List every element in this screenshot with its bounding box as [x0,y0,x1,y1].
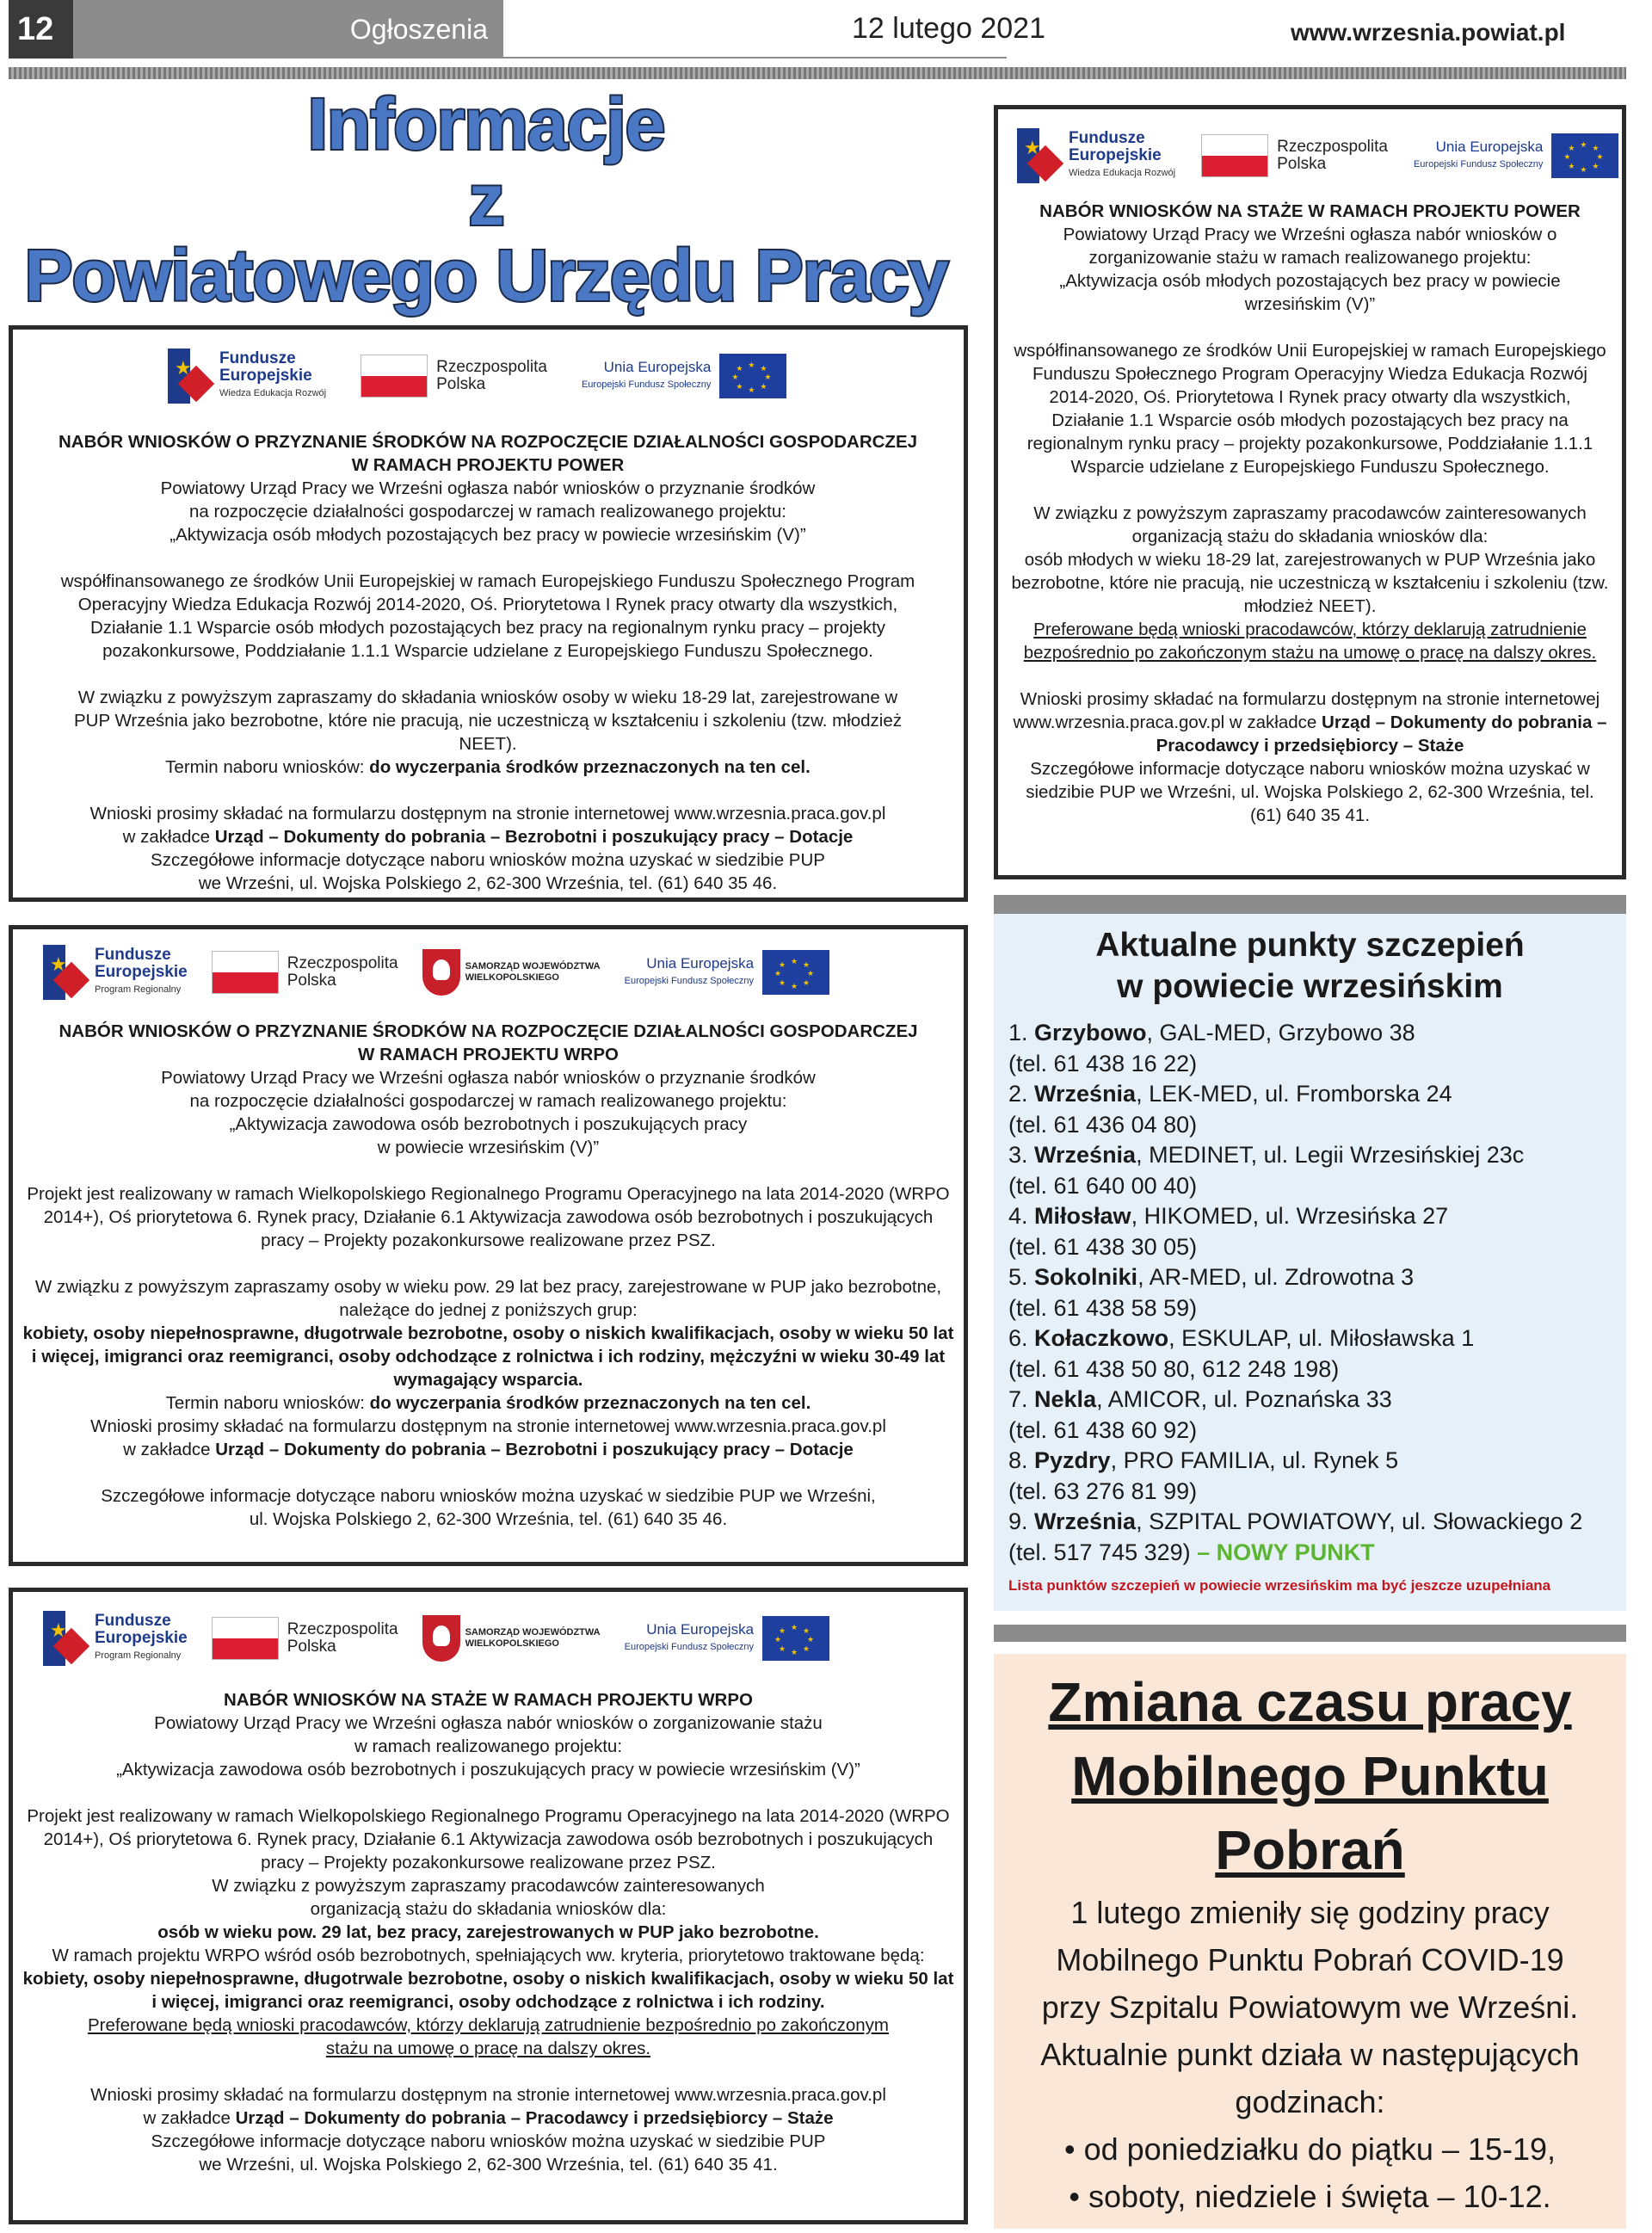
unia-europejska-logo [625,1616,829,1661]
vaccination-title-line: Aktualne punkty szczepień [1095,927,1525,964]
item-town: Nekla [1034,1386,1097,1412]
target-groups: kobiety, osoby niepełnosprawne, długotrwale bezrobotne, osoby o niskich kwalifikacjach, osoby w wieku 50 lat i więcej, imigranci oraz reemigranci, osoby odchodzące z rolnictwa i ich rodziny. [22,1969,954,2012]
text-line: w zakładce [143,2108,236,2128]
item-number: 6. [1008,1325,1035,1351]
mobile-title-line: Mobilnego Punktu [1071,1745,1549,1807]
logo-text: Polska [287,1638,336,1656]
deadline [23,756,952,779]
text-line: Szczegółowe informacje dotyczące naboru wniosków można uzyskać w siedzibie PUP [151,2131,826,2151]
mobile-hours-weekend: • soboty, niedziele i święta – 10-12. [1069,2179,1551,2214]
logo-text: Europejskie [219,367,312,385]
rzeczpospolita-polska-logo [212,1617,398,1660]
project-name: „Aktywizacja osób młodych pozostających bez pracy w powiecie wrzesińskim (V)” [1059,271,1561,314]
deadline [22,1391,955,1415]
unia-europejska-logo [582,354,786,398]
polish-flag-icon [1201,134,1268,177]
item-address: , HIKOMED, ul. Wrzesińska 27 [1131,1203,1449,1229]
logo-text: SAMORZĄD WOJEWÓDZTWA [465,961,601,972]
heading: W RAMACH PROJEKTU WRPO [358,1045,619,1064]
fe-icon: ★ [168,349,213,404]
text-line: Urząd – Dokumenty do pobrania – Bezrobotni i poszukujący pracy – Dotacje [214,827,854,847]
text-line: Wnioski prosimy składać na formularzu dostępnym na stronie internetowej www.wrzesnia.praca.gov.pl [90,1416,886,1436]
paragraph: Powiatowy Urząd Pracy we Wrześni ogłasza nabór wniosków o zorganizowanie stażu w ramach realizowanego projektu: [1063,225,1557,268]
rzeczpospolita-polska-logo [212,951,398,994]
item-phone [1008,1110,1619,1141]
crest-icon [422,1615,460,1662]
paragraph: Projekt jest realizowany w ramach Wielkopolskiego Regionalnego Programu Operacyjnego na lata 2014-2020 (WRPO 2014+), Oś priorytetowa 6. Rynek pracy, Działanie 6.1 Aktywizacja zawodowa osób bezrobotnych i poszukujących pracy – Projekty pozakonkursowe realizowane przez PSZ. [27,1806,950,1872]
item-town: Września [1034,1081,1137,1107]
item-phone-text: (tel. 61 438 16 22) [1008,1050,1198,1076]
item-phone [1008,1171,1619,1202]
item-phone-text: (tel. 63 276 81 99) [1008,1477,1198,1504]
eu-flag-icon: ★ ★ ★ ★ ★ ★ ★ ★ [762,1616,829,1661]
item-town: Sokolniki [1034,1264,1138,1290]
logo-text: Wiedza Edukacja Rozwój [219,388,327,398]
text-line: Wnioski prosimy składać na formularzu dostępnym na stronie internetowej www.wrzesnia.praca.gov.pl [89,804,886,823]
text-line: w ramach realizowanego projektu: [354,1736,623,1756]
paragraph: W związku z powyższym zapraszamy do składania wniosków osoby w wieku 18-29 lat, zarejestrowane w PUP Września jako bezrobotne, które nie pracują, nie uczestniczą w kształceniu i szkoleniu (tzw. młodzież NEET). [73,688,903,754]
logo-text: Wiedza Edukacja Rozwój [1069,168,1176,178]
logo-text: Unia Europejska [1435,139,1544,155]
text-line: Powiatowy Urząd Pracy we Wrześni ogłasza nabór wniosków o przyznanie środków [160,478,816,498]
logo-text: Polska [1277,155,1327,173]
eu-flag-icon: ★ ★ ★ ★ ★ ★ ★ ★ [1551,133,1618,178]
item-number: 4. [1008,1203,1035,1229]
logo-text: Program Regionalny [95,984,182,995]
announcement-text [1011,200,1609,827]
text-line [23,825,952,848]
logo-text: SAMORZĄD WOJEWÓDZTWA [465,1627,601,1638]
text-line: Termin naboru wniosków: [165,1393,370,1413]
logo-bar [43,945,829,1000]
announcement-wrpo-internships [9,1588,968,2224]
rzeczpospolita-polska-logo [361,355,547,398]
item-phone-text: (tel. 61 438 60 92) [1008,1416,1198,1443]
fe-icon: ★ [1017,128,1062,183]
heading: W RAMACH PROJEKTU POWER [351,455,625,475]
text-line: Termin naboru wniosków: [165,757,370,777]
text-line: Urząd – Dokumenty do pobrania – Pracodawcy i przedsiębiorcy – Staże [1156,712,1607,756]
announcement-power-grants [9,325,968,902]
text-line: na rozpoczęcie działalności gospodarczej w ramach realizowanego projektu: [189,502,786,521]
text-line: w zakładce [123,1440,216,1459]
item-address: , MEDINET, ul. Legii Wrzesińskiej 23c [1136,1142,1525,1168]
text-line: ul. Wojska Polskiego 2, 62-300 Września, tel. (61) 640 35 46. [249,1509,728,1529]
issue-date: 12 lutego 2021 [852,12,1045,45]
text-line: do wyczerpania środków przeznaczonych na ten cel. [369,1393,811,1413]
new-point-badge: – NOWY PUNKT [1190,1539,1375,1565]
vaccination-list [1008,1018,1619,1568]
item-number: 7. [1008,1386,1035,1412]
vaccination-top-bar [994,895,1626,914]
logo-text: Polska [436,375,486,393]
logo-text: Program Regionalny [95,1650,182,1661]
section-name: Ogłoszenia [73,0,503,59]
text-line [22,2107,955,2130]
item-phone [1008,1538,1619,1569]
vaccination-title-line: w powiecie wrzesińskim [1117,968,1503,1005]
vaccination-item [1008,1079,1619,1110]
item-phone-text: (tel. 61 438 30 05) [1008,1233,1198,1260]
text-line: na rozpoczęcie działalności gospodarczej w ramach realizowanego projektu: [189,1091,787,1111]
item-town: Kołaczkowo [1034,1325,1169,1351]
text-line: we Wrześni, ul. Wojska Polskiego 2, 62-300 Września, tel. (61) 640 35 46. [198,873,778,893]
vaccination-item [1008,1385,1619,1416]
logo-text: WIELKOPOLSKIEGO [465,1638,559,1649]
vaccination-item [1008,1201,1619,1232]
announcement-power-internships [994,105,1626,879]
item-number: 9. [1008,1508,1035,1534]
item-address: , SZPITAL POWIATOWY, ul. Słowackiego 2 [1136,1508,1583,1534]
item-town: Września [1034,1142,1137,1168]
announcement-text [23,430,952,895]
item-number: 8. [1008,1447,1035,1473]
eu-flag-icon: ★ ★ ★ ★ ★ ★ ★ ★ [762,950,829,995]
text-line: Wnioski prosimy składać na formularzu dostępnym na stronie internetowej www.wrzesnia.praca.gov.pl w zakładce [1013,689,1600,732]
announcement-text [22,1688,955,2176]
item-phone-text: (tel. 517 745 329) [1008,1539,1191,1565]
project-name: w powiecie wrzesińskim (V)” [377,1138,600,1157]
paragraph: W ramach projektu WRPO wśród osób bezrobotnych, spełniających ww. kryteria, priorytetowo traktowane będą: [52,1946,925,1965]
paragraph: Projekt jest realizowany w ramach Wielkopolskiego Regionalnego Programu Operacyjnego na lata 2014-2020 (WRPO 2014+), Oś priorytetowa 6. Rynek pracy, Działanie 6.1 Aktywizacja zawodowa osób bezrobotnych i poszukujących pracy – Projekty pozakonkursowe realizowane przez PSZ. [27,1184,950,1250]
fundusze-europejskie-logo [43,945,188,1000]
fe-icon: ★ [43,1611,88,1666]
paragraph [1011,688,1609,757]
vaccination-item [1008,1507,1619,1538]
logo-bar [43,1611,829,1666]
logo-text: Fundusze [219,349,296,367]
heading: NABÓR WNIOSKÓW O PRZYZNANIE ŚRODKÓW NA ROZPOCZĘCIE DZIAŁALNOŚCI GOSPODARCZEJ [58,432,918,452]
vaccination-item [1008,1262,1619,1293]
unia-europejska-logo [625,950,829,995]
fundusze-europejskie-logo [168,349,326,404]
mobile-point-body [994,1889,1626,2220]
mobile-text-line: Aktualnie punkt działa w następujących [1040,2037,1580,2072]
text-line: Urząd – Dokumenty do pobrania – Bezrobotni i poszukujący pracy – Dotacje [215,1440,854,1459]
vaccination-item [1008,1323,1619,1354]
item-number: 3. [1008,1142,1035,1168]
project-name: „Aktywizacja zawodowa osób bezrobotnych i poszukujących pracy w powiecie wrzesińskim (V)” [116,1760,860,1780]
paragraph: W związku z powyższym zapraszamy pracodawców zainteresowanych organizacją stażu do składania wniosków dla: [212,1876,765,1919]
logo-text: Fundusze [95,946,171,964]
target-groups: kobiety, osoby niepełnosprawne, długotrwale bezrobotne, osoby o niskich kwalifikacjach, osoby w wieku 50 lat i więcej, imigranci oraz reemigranci, osoby odchodzące z rolnictwa i ich rodziny, mężczyźni w wieku 30-49 lat wymagający wsparcia. [22,1323,954,1390]
rzeczpospolita-polska-logo [1201,134,1388,177]
text-line: Urząd – Dokumenty do pobrania – Pracodawcy i przedsiębiorcy – Staże [235,2108,834,2128]
logo-text: Unia Europejska [603,359,712,375]
item-address: , AMICOR, ul. Poznańska 33 [1096,1386,1392,1412]
text-line [22,1438,955,1461]
mobile-text-line: Mobilnego Punktu Pobrań COVID-19 [1056,1942,1564,1977]
logo-text: Rzeczpospolita [436,358,547,376]
target-group: osób w wieku pow. 29 lat, bez pracy, zarejestrowanych w PUP jako bezrobotne. [157,1922,819,1942]
project-name: „Aktywizacja zawodowa osób bezrobotnych i poszukujących pracy [229,1114,748,1134]
text-line: w zakładce [122,827,215,847]
item-town: Pyzdry [1034,1447,1111,1473]
text-line: Powiatowy Urząd Pracy we Wrześni ogłasza nabór wniosków o przyznanie środków [161,1068,816,1088]
vaccination-note: Lista punktów szczepień w powiecie wrzesińskim ma być jeszcze uzupełniana [1008,1577,1551,1594]
item-address: , AR-MED, ul. Zdrowotna 3 [1137,1264,1415,1290]
header-rule [9,67,1626,79]
text-line: Wnioski prosimy składać na formularzu dostępnym na stronie internetowej www.wrzesnia.praca.gov.pl [90,2085,886,2105]
logo-text: Europejskie [1069,146,1162,164]
mobile-text-line: godzinach: [1235,2084,1385,2119]
text-line: Szczegółowe informacje dotyczące naboru wniosków można uzyskać w siedzibie PUP we Wrześni, [101,1486,876,1506]
item-number: 2. [1008,1081,1035,1107]
item-phone [1008,1049,1619,1080]
heading: NABÓR WNIOSKÓW O PRZYZNANIE ŚRODKÓW NA ROZPOCZĘCIE DZIAŁALNOŚCI GOSPODARCZEJ [59,1021,918,1041]
item-town: Grzybowo [1034,1020,1147,1046]
item-phone [1008,1477,1619,1508]
wielkopolska-logo [422,949,601,996]
item-number: 5. [1008,1264,1035,1290]
text-line: Szczegółowe informacje dotyczące naboru wniosków można uzyskać w siedzibie PUP [151,850,825,870]
logo-text: Europejski Fundusz Społeczny [624,976,755,986]
logo-text: Rzeczpospolita [287,1620,398,1638]
item-phone-text: (tel. 61 436 04 80) [1008,1111,1198,1138]
main-title-line: Powiatowego Urzędu Pracy [24,235,948,316]
logo-text: Europejski Fundusz Społeczny [581,379,712,390]
fundusze-europejskie-logo [43,1611,188,1666]
item-address: , PRO FAMILIA, ul. Rynek 5 [1110,1447,1399,1473]
polish-flag-icon [361,355,428,398]
paragraph: Preferowane będą wnioski pracodawców, którzy deklarują zatrudnienie bezpośrednio po zakończonym stażu na umowę o pracę na dalszy okres. [88,2015,889,2058]
announcement-wrpo-grants [9,925,968,1566]
item-phone-text: (tel. 61 438 58 59) [1008,1294,1198,1321]
mobile-point-title [994,1665,1626,1887]
fundusze-europejskie-logo [1017,128,1175,183]
text-line: Powiatowy Urząd Pracy we Wrześni ogłasza nabór wniosków o zorganizowanie stażu [154,1713,823,1733]
mobile-top-bar [994,1625,1626,1642]
paragraph: współfinansowanego ze środków Unii Europejskiej w ramach Europejskiego Funduszu Społecznego Program Operacyjny Wiedza Edukacja Rozwój 2014-2020, Oś. Priorytetowa I Rynek pracy otwarty dla wszystkich, Działanie 1.1 Wsparcie osób młodych pozostających bez pracy na regionalnym rynku pracy – projekty pozakonkursowe, Poddziałanie 1.1.1 Wsparcie udzielane z Europejskiego Funduszu Społecznego. [60,571,915,661]
item-address: , LEK-MED, ul. Fromborska 24 [1136,1081,1452,1107]
item-town: Września [1034,1508,1137,1534]
logo-text: Polska [287,972,336,990]
item-phone-text: (tel. 61 640 00 40) [1008,1172,1198,1199]
item-phone [1008,1232,1619,1263]
item-town: Miłosław [1034,1203,1131,1229]
item-phone [1008,1416,1619,1447]
paragraph: Preferowane będą wnioski pracodawców, którzy deklarują zatrudnienie bezpośrednio po zakończonym stażu na umowę o pracę na dalszy okres. [1023,620,1597,663]
item-address: , ESKULAP, ul. Miłosławska 1 [1168,1325,1475,1351]
paragraph: Szczegółowe informacje dotyczące naboru wniosków można uzyskać w siedzibie PUP we Wrześni, ul. Wojska Polskiego 2, 62-300 Września, tel. (61) 640 35 41. [1026,759,1594,825]
mobile-hours-weekdays: • od poniedziałku do piątku – 15-19, [1063,2131,1556,2167]
main-title-line: z [468,159,504,240]
logo-text: Rzeczpospolita [287,954,398,972]
logo-text: Fundusze [1069,129,1145,147]
text-line: do wyczerpania środków przeznaczonych na ten cel. [369,757,811,777]
item-phone-text: (tel. 61 438 50 80, 612 248 198) [1008,1355,1340,1382]
item-address: , GAL-MED, Grzybowo 38 [1146,1020,1415,1046]
vaccination-item [1008,1140,1619,1171]
eu-flag-icon: ★ ★ ★ ★ ★ ★ ★ ★ [719,354,786,398]
item-phone [1008,1293,1619,1324]
unia-europejska-logo [1414,133,1618,178]
vaccination-title [994,925,1626,1008]
mobile-text-line: 1 lutego zmieniły się godziny pracy [1070,1895,1550,1930]
logo-bar [1017,128,1618,183]
mobile-title-line: Pobrań [1215,1819,1405,1881]
paragraph: osób młodych w wieku 18-29 lat, zarejestrowanych w PUP Września jako bezrobotne, które nie pracują, nie uczestniczą w kształceniu i szkoleniu (tzw. młodzież NEET). [1011,550,1609,616]
item-phone [1008,1354,1619,1385]
vaccination-item [1008,1018,1619,1049]
logo-text: Europejski Fundusz Społeczny [1413,159,1544,170]
logo-text: WIELKOPOLSKIEGO [465,972,559,983]
logo-bar [168,349,786,404]
project-name: „Aktywizacja osób młodych pozostających bez pracy w powiecie wrzesińskim (V)” [170,525,806,545]
mobile-text-line: przy Szpitalu Powiatowym we Wrześni. [1041,1989,1579,2025]
crest-icon [422,949,460,996]
main-title [9,83,964,316]
mobile-title-line: Zmiana czasu pracy [1048,1671,1572,1733]
logo-text: Rzeczpospolita [1277,138,1388,156]
item-number: 1. [1008,1020,1035,1046]
paragraph: współfinansowanego ze środków Unii Europejskiej w ramach Europejskiego Funduszu Społecznego Program Operacyjny Wiedza Edukacja Rozwój 2014-2020, Oś. Priorytetowa I Rynek pracy otwarty dla wszystkich, Działanie 1.1 Wsparcie osób młodych pozostających bez pracy na regionalnym rynku pracy – projekty pozakonkursowe, Poddziałanie 1.1.1 Wsparcie udzielane z Europejskiego Funduszu Społecznego. [1014,341,1606,477]
vaccination-item [1008,1446,1619,1477]
paragraph: W związku z powyższym zapraszamy osoby w wieku pow. 29 lat bez pracy, zarejestrowane w PUP jako bezrobotne, należące do jednej z poniższych grup: [34,1277,942,1320]
page-number: 12 [9,0,73,59]
logo-text: Europejski Fundusz Społeczny [624,1642,755,1652]
logo-text: Unia Europejska [646,1621,755,1638]
logo-text: Fundusze [95,1612,171,1630]
logo-text: Unia Europejska [646,955,755,972]
wielkopolska-logo [422,1615,601,1662]
logo-text: Europejskie [95,1629,188,1647]
website-url: www.wrzesnia.powiat.pl [1291,19,1566,46]
logo-text: Europejskie [95,963,188,981]
paragraph: W związku z powyższym zapraszamy pracodawców zainteresowanych organizacją stażu do składania wniosków dla: [1033,503,1587,546]
main-title-line: Informacje [307,83,665,164]
header-divider [503,57,1007,59]
heading: NABÓR WNIOSKÓW NA STAŻE W RAMACH PROJEKTU POWER [1039,201,1581,221]
announcement-text [22,1020,955,1531]
polish-flag-icon [212,1617,279,1660]
polish-flag-icon [212,951,279,994]
fe-icon: ★ [43,945,88,1000]
text-line: we Wrześni, ul. Wojska Polskiego 2, 62-300 Września, tel. (61) 640 35 41. [199,2155,778,2174]
heading: NABÓR WNIOSKÓW NA STAŻE W RAMACH PROJEKTU WRPO [224,1690,753,1710]
